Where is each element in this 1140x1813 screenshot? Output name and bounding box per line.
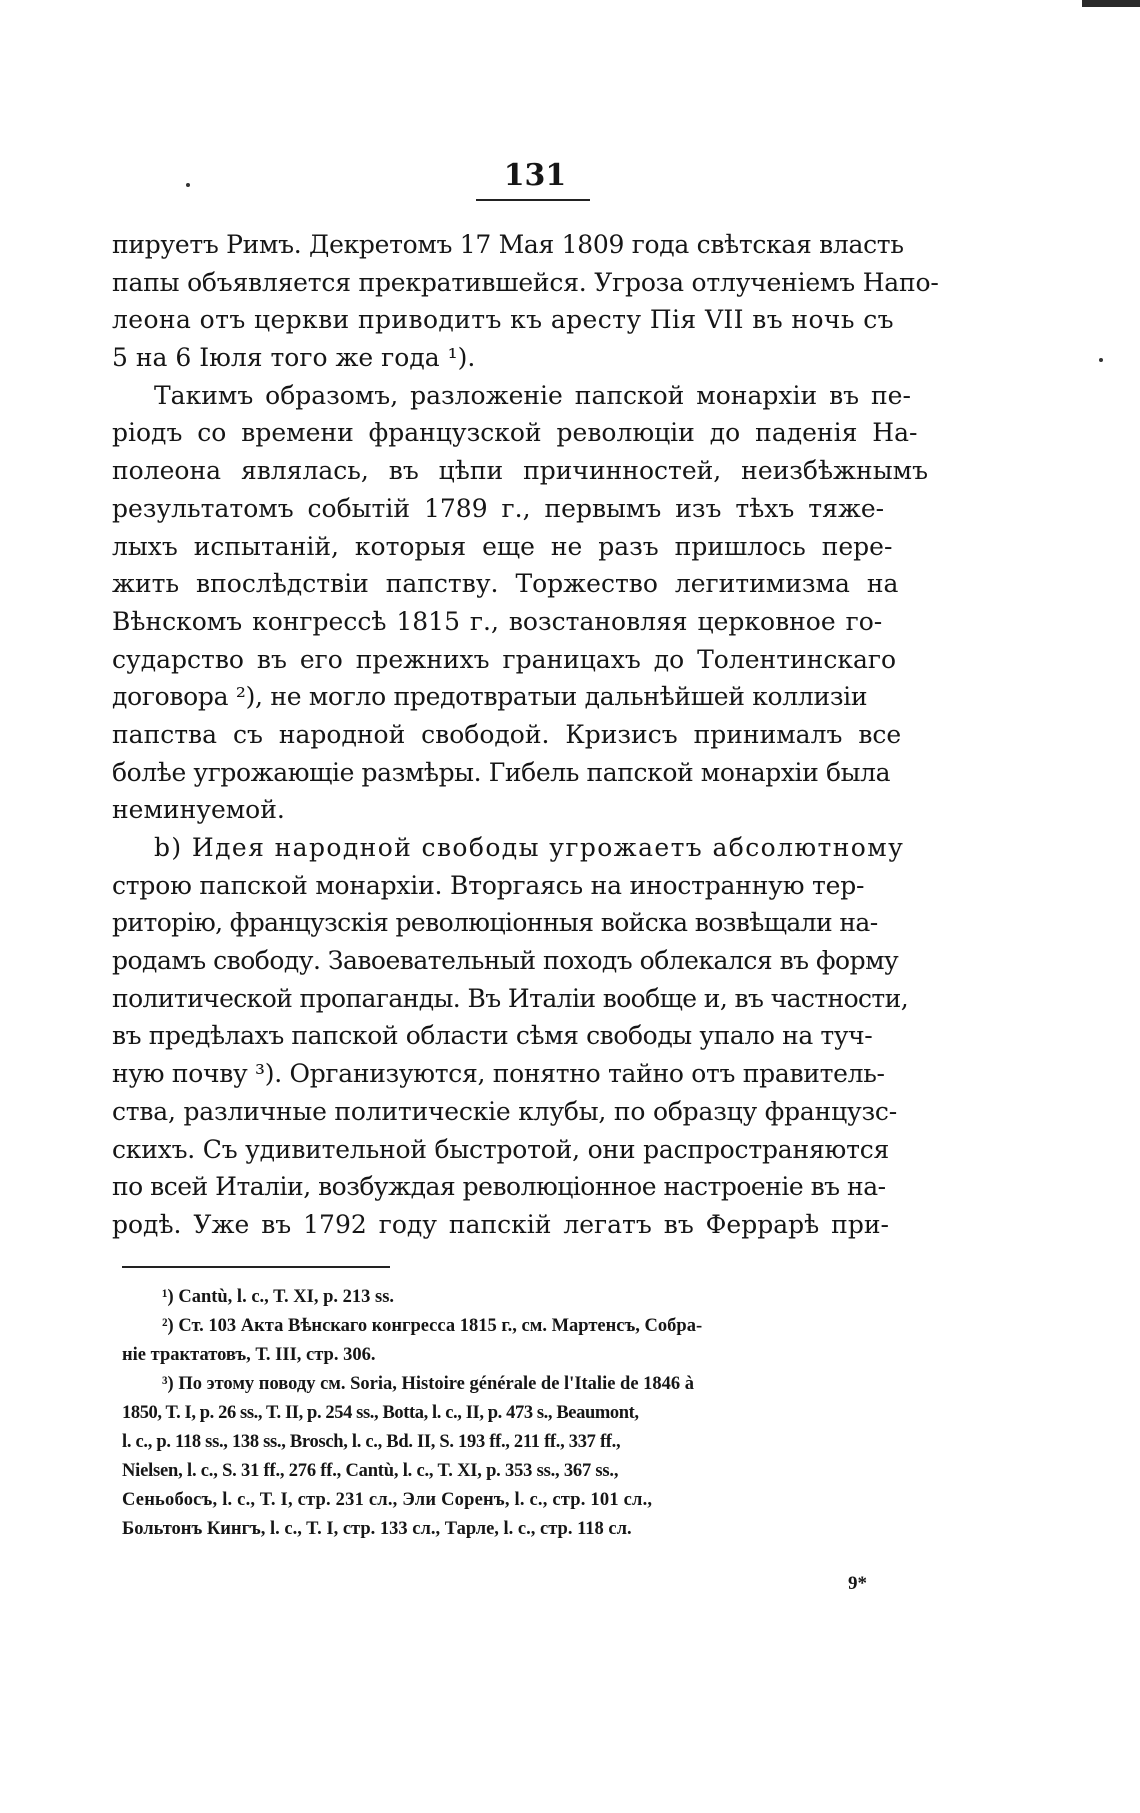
- text-line: болѣе угрожающіе размѣры. Гибель папской монархіи была: [112, 757, 891, 787]
- text-line: строю папской монархіи. Вторгаясь на иностранную тер-: [112, 870, 865, 900]
- page-number: 131: [503, 158, 567, 193]
- text-line: полеона являлась, въ цѣпи причинностей, неизбѣжнымъ: [112, 456, 928, 486]
- footnote-line: ¹) Cantù, l. c., T. XI, p. 213 ss.: [162, 1287, 395, 1307]
- text-line: леона отъ церкви приводитъ къ аресту Пія VII въ ночь съ: [112, 305, 894, 335]
- text-line: договора ²), не могло предотвратыи дальнѣйшей коллизіи: [112, 682, 868, 712]
- text-line: 5 на 6 Іюля того же года ¹).: [112, 343, 476, 373]
- text-line: ную почву ³). Организуются, понятно тайно отъ правитель-: [112, 1059, 885, 1089]
- page-number-rule: [476, 199, 590, 201]
- footnote-line: ³) По этому поводу см. Soria, Histoire générale de l'Italie de 1846 à: [162, 1374, 695, 1394]
- footnote-line: l. c., p. 118 ss., 138 ss., Brosch, l. c., Bd. II, S. 193 ff., 211 ff., 337 ff.,: [122, 1432, 621, 1452]
- text-line: ства, различные политическіе клубы, по образцу французс-: [112, 1096, 897, 1126]
- text-line: ріодъ со времени французской революціи до паденія На-: [112, 418, 918, 448]
- text-line: въ предѣлахъ папской области сѣмя свободы упало на туч-: [112, 1021, 873, 1051]
- body-text: [112, 226, 938, 1244]
- footnotes: [122, 1283, 940, 1544]
- footnote-line: Больтонъ Кингъ, l. c., T. I, стр. 133 сл., Тарле, l. c., стр. 118 сл.: [122, 1519, 632, 1539]
- text-line: родѣ. Уже въ 1792 году папскій легатъ въ Феррарѣ при-: [112, 1209, 889, 1239]
- section-heading-line: b) Идея народной свободы угрожаетъ абсолютному: [154, 833, 905, 862]
- text-line: результатомъ событій 1789 г., первымъ изъ тѣхъ тяже-: [112, 493, 885, 523]
- footnote-line: 1850, T. I, p. 26 ss., T. II, p. 254 ss., Botta, l. c., II, p. 473 s., Beaumont,: [122, 1403, 639, 1423]
- footnote-line: Сеньобосъ, l. c., T. I, стр. 231 сл., Эли Соренъ, l. c., стр. 101 сл.,: [122, 1490, 653, 1510]
- scan-speck: [186, 183, 190, 187]
- signature-mark: 9*: [848, 1573, 867, 1594]
- text-line: по всей Италіи, возбуждая революціонное настроеніе въ на-: [112, 1172, 886, 1202]
- text-line: родамъ свободу. Завоевательный походъ облекался въ форму: [112, 946, 899, 976]
- text-line: риторію, французскія революціонныя войска возвѣщали на-: [112, 908, 878, 938]
- text-line: жить впослѣдствіи папству. Торжество легитимизма на: [112, 569, 899, 599]
- text-line: пируетъ Римъ. Декретомъ 17 Мая 1809 года свѣтская власть: [112, 230, 904, 259]
- text-line: скихъ. Съ удивительной быстротой, они распространяются: [112, 1134, 890, 1164]
- text-line: неминуемой.: [112, 795, 285, 825]
- text-line: папства съ народной свободой. Кризисъ принималъ все: [112, 719, 902, 749]
- text-line: Вѣнскомъ конгрессѣ 1815 г., возстановляя церковное го-: [112, 606, 883, 636]
- footnote-line: Nielsen, l. c., S. 31 ff., 276 ff., Cantù, l. c., T. XI, p. 353 ss., 367 ss.,: [122, 1461, 619, 1481]
- footnote-rule: [122, 1266, 390, 1268]
- scan-edge-mark: [1082, 0, 1140, 7]
- text-line: политической пропаганды. Въ Италіи вообще и, въ частности,: [112, 983, 909, 1013]
- text-line: Такимъ образомъ, разложеніе папской монархіи въ пе-: [154, 380, 911, 410]
- text-line: лыхъ испытаній, которыя еще не разъ пришлось пере-: [112, 531, 893, 561]
- text-line: сударство въ его прежнихъ границахъ до Толентинскаго: [112, 644, 897, 674]
- scan-speck: [1099, 358, 1103, 362]
- text-line: папы объявляется прекратившейся. Угроза отлученіемъ Напо-: [112, 267, 939, 297]
- footnote-line: ²) Ст. 103 Акта Вѣнскаго конгресса 1815 г., см. Мартенсъ, Собра-: [162, 1316, 703, 1336]
- footnote-line: ніе трактатовъ, Т. III, стр. 306.: [122, 1345, 376, 1365]
